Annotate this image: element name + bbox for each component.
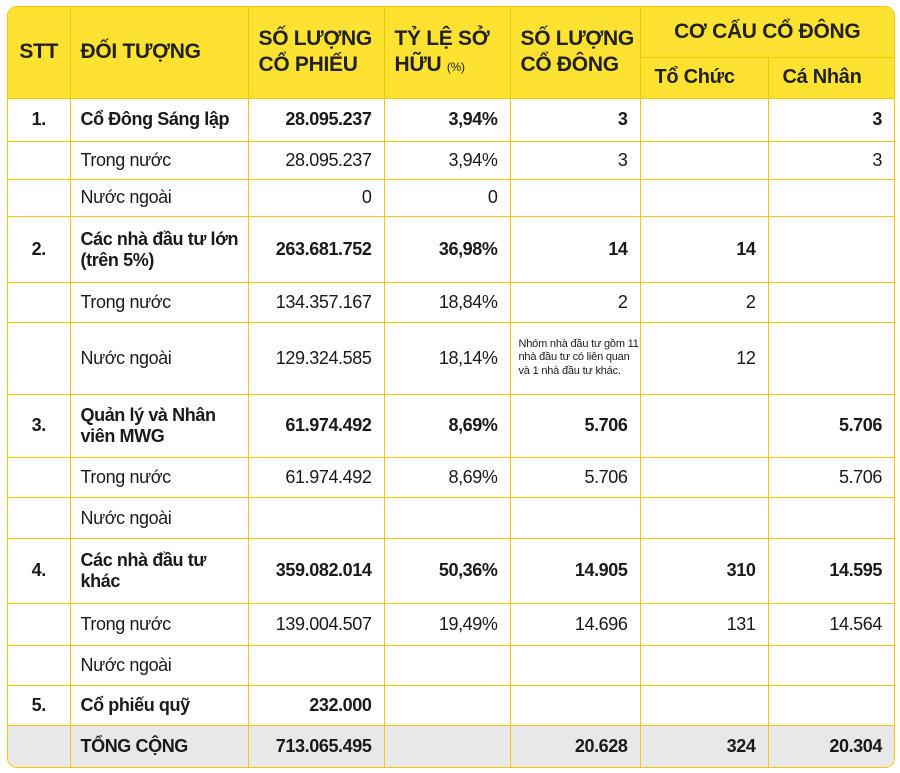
cell-label: Trong nước: [70, 142, 248, 180]
cell-shares: [248, 498, 384, 539]
cell-holders: 3: [510, 142, 640, 180]
cell-ind: 5.706: [768, 457, 894, 498]
cell-org: 12: [640, 322, 768, 394]
cell-ind: [768, 686, 894, 726]
cell-org: [640, 142, 768, 180]
cell-holders: 3: [510, 98, 640, 142]
cell-pct: 18,84%: [384, 283, 510, 323]
table-row: [8, 217, 894, 283]
cell-holders: [510, 179, 640, 217]
cell-holders: 14: [510, 217, 640, 283]
cell-pct: [384, 498, 510, 539]
table-row: [8, 498, 894, 539]
cell-org: 310: [640, 538, 768, 603]
cell-shares-total: 713.065.495: [248, 725, 384, 767]
cell-pct: 8,69%: [384, 394, 510, 457]
cell-shares: 129.324.585: [248, 322, 384, 394]
cell-ind: 14.564: [768, 603, 894, 645]
cell-label: Các nhà đầu tư lớn (trên 5%): [70, 217, 248, 283]
header-doi-tuong: ĐỐI TƯỢNG: [70, 7, 248, 98]
cell-label: Nước ngoài: [70, 498, 248, 539]
cell-ind: [768, 645, 894, 686]
cell-label: Nước ngoài: [70, 645, 248, 686]
header-stt: STT: [8, 7, 70, 98]
cell-pct: [384, 645, 510, 686]
cell-stt: [8, 142, 70, 180]
cell-stt: [8, 457, 70, 498]
cell-shares: 139.004.507: [248, 603, 384, 645]
table-row: [8, 686, 894, 726]
cell-org: [640, 394, 768, 457]
cell-pct: 36,98%: [384, 217, 510, 283]
header-so-luong-co-dong: SỐ LƯỢNG CỔ ĐÔNG: [510, 7, 640, 98]
cell-org: 14: [640, 217, 768, 283]
cell-ind: [768, 498, 894, 539]
cell-ind: 5.706: [768, 394, 894, 457]
header-so-luong-co-phieu: SỐ LƯỢNG CỔ PHIẾU: [248, 7, 384, 98]
cell-stt: [8, 322, 70, 394]
cell-org: [640, 98, 768, 142]
table-row: [8, 322, 894, 394]
cell-org-total: 324: [640, 725, 768, 767]
cell-stt: [8, 645, 70, 686]
cell-shares: [248, 645, 384, 686]
cell-shares: 0: [248, 179, 384, 217]
table-row: [8, 457, 894, 498]
cell-stt: [8, 179, 70, 217]
cell-holders: [510, 686, 640, 726]
cell-pct: 8,69%: [384, 457, 510, 498]
shareholder-structure-table-container: [7, 6, 895, 768]
table-row: [8, 645, 894, 686]
cell-label: Nước ngoài: [70, 179, 248, 217]
header-co-cau-co-dong: CƠ CẤU CỔ ĐÔNG: [640, 7, 894, 57]
cell-pct: 19,49%: [384, 603, 510, 645]
cell-org: [640, 645, 768, 686]
table-row: [8, 538, 894, 603]
table-row: [8, 603, 894, 645]
cell-stt: 2.: [8, 217, 70, 283]
cell-shares: 61.974.492: [248, 457, 384, 498]
cell-holders: 14.696: [510, 603, 640, 645]
cell-pct-total: [384, 725, 510, 767]
cell-holders-total: 20.628: [510, 725, 640, 767]
cell-ind: [768, 217, 894, 283]
table-row: [8, 142, 894, 180]
cell-label: Trong nước: [70, 457, 248, 498]
cell-label: Cổ Đông Sáng lập: [70, 98, 248, 142]
cell-org: [640, 686, 768, 726]
cell-ind: 3: [768, 98, 894, 142]
cell-ind-total: 20.304: [768, 725, 894, 767]
cell-holders: [510, 498, 640, 539]
cell-holders: 5.706: [510, 394, 640, 457]
cell-label: Trong nước: [70, 283, 248, 323]
header-ty-le-unit: (%): [446, 60, 465, 75]
table-row-total: [8, 725, 894, 767]
table-row: [8, 179, 894, 217]
shareholder-structure-table: [8, 7, 894, 767]
table-row: [8, 98, 894, 142]
cell-org: 131: [640, 603, 768, 645]
cell-stt: 1.: [8, 98, 70, 142]
cell-ind: [768, 322, 894, 394]
cell-ind: 3: [768, 142, 894, 180]
cell-holders: [510, 645, 640, 686]
cell-ind: [768, 283, 894, 323]
cell-holders: 2: [510, 283, 640, 323]
header-to-chuc: Tổ Chức: [640, 57, 768, 98]
header-ty-le-so-huu: [384, 7, 510, 98]
header-ca-nhan: Cá Nhân: [768, 57, 894, 98]
cell-ind: 14.595: [768, 538, 894, 603]
cell-stt: [8, 603, 70, 645]
cell-label: Trong nước: [70, 603, 248, 645]
cell-label: Các nhà đầu tư khác: [70, 538, 248, 603]
cell-pct: 0: [384, 179, 510, 217]
cell-pct: [384, 686, 510, 726]
cell-label: Nước ngoài: [70, 322, 248, 394]
header-ty-le-main: TỶ LỆ SỞ HỮU: [394, 27, 490, 77]
cell-stt: 4.: [8, 538, 70, 603]
table-row: [8, 394, 894, 457]
cell-shares: 134.357.167: [248, 283, 384, 323]
cell-shares: 28.095.237: [248, 98, 384, 142]
cell-pct: 3,94%: [384, 98, 510, 142]
cell-pct: 3,94%: [384, 142, 510, 180]
cell-shares: 232.000: [248, 686, 384, 726]
table-row: [8, 283, 894, 323]
cell-stt: 3.: [8, 394, 70, 457]
cell-pct: 18,14%: [384, 322, 510, 394]
cell-stt: 5.: [8, 686, 70, 726]
cell-stt: [8, 283, 70, 323]
cell-holders-note: Nhóm nhà đầu tư gồm 11 nhà đầu tư có liên quan và 1 nhà đầu tư khác.: [510, 322, 640, 394]
cell-shares: 359.082.014: [248, 538, 384, 603]
cell-shares: 28.095.237: [248, 142, 384, 180]
cell-org: [640, 498, 768, 539]
cell-label: Quản lý và Nhân viên MWG: [70, 394, 248, 457]
cell-ind: [768, 179, 894, 217]
cell-holders: 5.706: [510, 457, 640, 498]
cell-stt: [8, 498, 70, 539]
cell-holders: 14.905: [510, 538, 640, 603]
cell-pct: 50,36%: [384, 538, 510, 603]
cell-org: 2: [640, 283, 768, 323]
cell-label: Cổ phiếu quỹ: [70, 686, 248, 726]
cell-shares: 263.681.752: [248, 217, 384, 283]
cell-shares: 61.974.492: [248, 394, 384, 457]
cell-label-total: TỔNG CỘNG: [70, 725, 248, 767]
cell-org: [640, 457, 768, 498]
cell-stt: [8, 725, 70, 767]
cell-org: [640, 179, 768, 217]
